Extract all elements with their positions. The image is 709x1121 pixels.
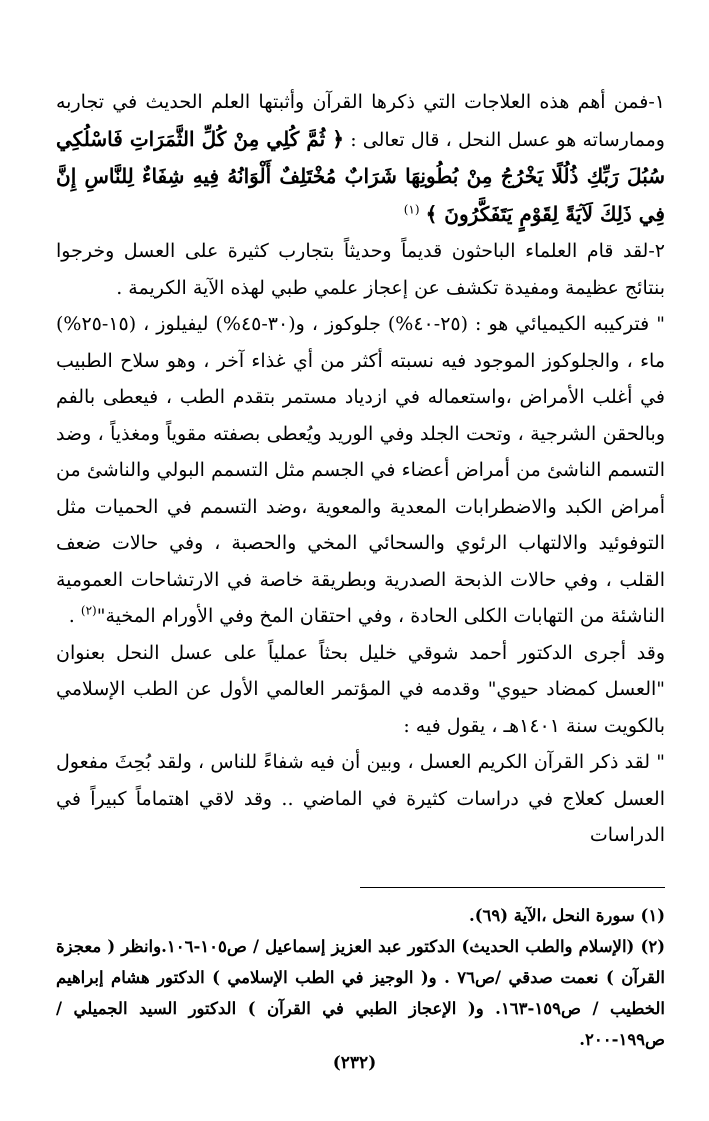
page-number: (٢٣٢) <box>332 1053 377 1073</box>
footnotes <box>56 900 665 1055</box>
footnote-1: (١) سورة النحل ،الآية (٦٩). <box>468 906 665 925</box>
paragraph-1 <box>56 84 665 233</box>
paragraph-3-text: " فتركيبه الكيميائي هو : (٢٥-٤٠%) جلوكوز ، و(٣٠-٤٥%) ليفيلوز ، (١٥-٢٥%) ماء ، والجلوكوز الموجود فيه نسبته أكثر من أي غذاء آخر ، وهو سلاح الطبيب في أغلب الأمراض ،واستعماله في ازدياد مستمر بتقدم الطب ، فيعطى بالفم وبالحقن الشرجية ، وتحت الجلد وفي الوريد ويُعطى بصفته مقوياً ومغذياً ، وضد التسمم الناشئ من أمراض أعضاء في الجسم مثل التسمم البولي والناشئ من أمراض الكبد والاضطرابات المعدية والمعوية ،وضد التسمم في الحميات مثل التوفوئيد والالتهاب الرئوي والسحائي المخي والحصبة ، وفي حالات ضعف القلب ، وفي حالات الذبحة الصدرية وبطريقة خاصة في الارتشاحات العمومية الناشئة من التهابات الكلى الحادة ، وفي احتقان المخ وفي الأورام المخية" <box>56 313 665 627</box>
paragraph-2: ٢-لقد قام العلماء الباحثون قديماً وحديثاً بتجارب كثيرة على العسل وخرجوا بنتائج عظيمة ومفيدة تكشف عن إعجاز علمي طبي لهذه الآية الكريمة . <box>56 240 665 299</box>
footnote-ref-1: (١) <box>403 202 420 217</box>
body-text <box>56 84 665 854</box>
paragraph-3 <box>56 306 665 635</box>
paragraph-1-intro: ١-فمن أهم هذه العلاجات التي ذكرها القرآن وأثبتها العلم الحديث في تجاربه وممارساته هو عسل النحل ، قال تعالى : <box>56 91 665 151</box>
paragraph-5: " لقد ذكر القرآن الكريم العسل ، وبين أن فيه شفاءً للناس ، ولقد بُحِثَ مفعول العسل كعلاج في دراسات كثيرة في الماضي .. وقد لاقي اهتماماً كبيراً في الدراسات <box>56 751 665 846</box>
footnote-ref-2: (٢) <box>80 603 97 618</box>
quran-verse: ﴿ ثُمَّ كُلِي مِنْ كُلِّ الثَّمَرَاتِ فَاسْلُكِي سُبُلَ رَبِّكِ ذُلُلًا يَخْرُجُ مِنْ بُطُونِهَا شَرَابٌ مُخْتَلِفٌ أَلْوَانُهُ فِيهِ شِفَاءٌ لِلنَّاسِ إِنَّ فِي ذَلِكَ لَآيَةً لِقَوْمٍ يَتَفَكَّرُونَ ﴾ <box>56 126 665 226</box>
footnote-2: (٢) (الإسلام والطب الحديث) الدكتور عبد العزيز إسماعيل / ص١٠٥-١٠٦.وانظر ( معجزة القرآن ) نعمت صدقي /ص٧٦ . و( الوجيز في الطب الإسلامي ) الدكتور هشام إبراهيم الخطيب / ص١٥٩-١٦٣. و( الإعجاز الطبي في القرآن ) الدكتور السيد الجميلي /ص١٩٩-٢٠٠. <box>56 937 665 1049</box>
paragraph-3-end: . <box>68 605 81 627</box>
paragraph-4: وقد أجرى الدكتور أحمد شوقي خليل بحثاً عملياً على عسل النحل بعنوان "العسل كمضاد حيوي" وقدمه في المؤتمر العالمي الأول عن الطب الإسلامي بالكويت سنة ١٤٠١هـ ، يقول فيه : <box>56 641 665 737</box>
footnote-divider <box>360 887 665 888</box>
